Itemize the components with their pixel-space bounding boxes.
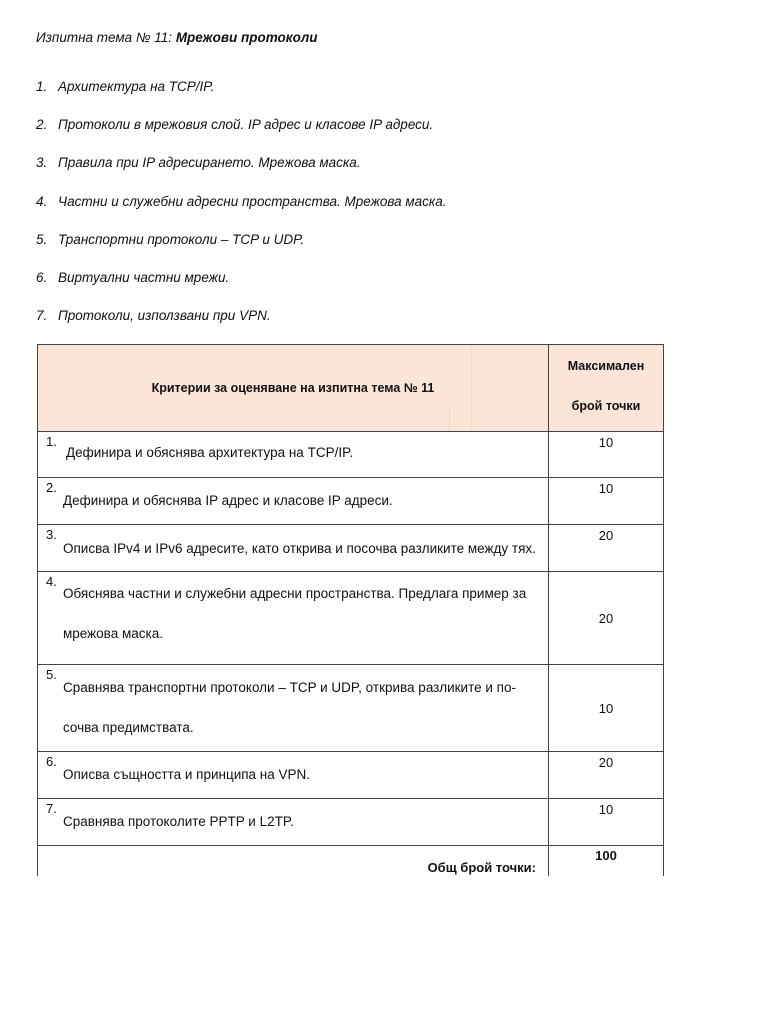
table-row bbox=[38, 572, 664, 665]
total-value-cell bbox=[549, 846, 664, 876]
list-item-text: Протоколи, използвани при VPN. bbox=[58, 308, 271, 324]
criterion-points bbox=[549, 525, 664, 572]
max-points-header-line1: Максимален bbox=[567, 359, 645, 373]
total-row bbox=[38, 846, 664, 876]
criterion-cell bbox=[38, 432, 549, 478]
exam-topic-title bbox=[36, 30, 318, 45]
table-row bbox=[38, 478, 664, 525]
criterion-text: Дефинира и обяснява IP адрес и класове IP адреси. bbox=[63, 493, 393, 508]
list-item-text: Частни и служебни адресни пространства. Мрежова маска. bbox=[58, 193, 447, 209]
list-item-number: 7. bbox=[36, 308, 48, 324]
criterion-points bbox=[549, 799, 664, 846]
criterion-points bbox=[549, 432, 664, 478]
list-item-number: 4. bbox=[36, 193, 48, 209]
list-item-number: 3. bbox=[36, 155, 48, 171]
table-row bbox=[38, 665, 664, 752]
table-ghost-line bbox=[449, 407, 450, 431]
criterion-points-value: 10 bbox=[598, 700, 614, 716]
criterion-number: 4. bbox=[46, 574, 57, 589]
list-item-text: Правила при IP адресирането. Мрежова маска. bbox=[58, 155, 361, 171]
criterion-cell bbox=[38, 752, 549, 799]
criterion-text: Сравнява протоколите PPTP и L2TP. bbox=[63, 814, 294, 829]
criterion-text: Сравнява транспортни протоколи – TCP и UDP, открива разликите и по-сочва предимствата. bbox=[63, 680, 516, 735]
total-label-cell bbox=[38, 846, 549, 876]
table-header-row bbox=[38, 345, 664, 432]
criterion-cell bbox=[38, 478, 549, 525]
list-item-text: Протоколи в мрежовия слой. IP адрес и класове IP адреси. bbox=[58, 117, 434, 133]
criterion-number: 2. bbox=[46, 480, 57, 495]
total-value: 100 bbox=[595, 848, 617, 863]
max-points-header bbox=[549, 345, 664, 432]
table-row bbox=[38, 525, 664, 572]
criteria-table bbox=[37, 344, 664, 876]
list-item-text: Архитектура на TCP/IP. bbox=[58, 79, 215, 94]
table-ghost-line bbox=[471, 345, 472, 431]
criterion-text: Описва IPv4 и IPv6 адресите, като открива и посочва разликите между тях. bbox=[63, 541, 536, 556]
criterion-points bbox=[549, 478, 664, 525]
criterion-points-value: 20 bbox=[598, 610, 614, 626]
max-points-header-line2: брой точки bbox=[571, 399, 641, 413]
criterion-points bbox=[549, 572, 664, 665]
list-item-text: Транспортни протоколи – TCP и UDP. bbox=[58, 231, 305, 247]
criterion-cell bbox=[38, 665, 549, 752]
criterion-number: 7. bbox=[46, 801, 57, 816]
criterion-points-value: 20 bbox=[598, 528, 614, 543]
title-prefix: Изпитна тема № 11: bbox=[36, 30, 176, 45]
list-item-number: 5. bbox=[36, 231, 48, 247]
criterion-text: Дефинира и обяснява архитектура на TCP/IP. bbox=[66, 445, 354, 460]
criterion-number: 3. bbox=[46, 527, 57, 542]
title-topic: Мрежови протоколи bbox=[175, 30, 318, 45]
table-row bbox=[38, 432, 664, 478]
criterion-points-value: 10 bbox=[598, 802, 614, 817]
list-item-number: 2. bbox=[36, 117, 48, 133]
criterion-number: 5. bbox=[46, 667, 57, 682]
criteria-header bbox=[38, 345, 549, 432]
table-row bbox=[38, 752, 664, 799]
criterion-points-value: 10 bbox=[598, 435, 614, 450]
criterion-cell bbox=[38, 572, 549, 665]
criterion-number: 6. bbox=[46, 754, 57, 769]
criterion-number: 1. bbox=[46, 434, 57, 449]
criterion-text: Обяснява частни и служебни адресни пространства. Предлага пример за мрежова маска. bbox=[63, 586, 527, 641]
criterion-points bbox=[549, 752, 664, 799]
list-item-text: Виртуални частни мрежи. bbox=[58, 269, 230, 285]
list-item-number: 6. bbox=[36, 269, 48, 285]
criterion-points-value: 10 bbox=[598, 481, 614, 496]
criterion-cell bbox=[38, 525, 549, 572]
criterion-cell bbox=[38, 799, 549, 846]
list-item-number: 1. bbox=[36, 79, 48, 94]
criterion-points-value: 20 bbox=[598, 755, 614, 770]
criterion-text: Описва същността и принципа на VPN. bbox=[63, 767, 311, 782]
total-label: Общ брой точки: bbox=[427, 860, 536, 875]
criteria-header-text: Критерии за оценяване на изпитна тема № 11 bbox=[151, 381, 435, 395]
table-row bbox=[38, 799, 664, 846]
criterion-points bbox=[549, 665, 664, 752]
